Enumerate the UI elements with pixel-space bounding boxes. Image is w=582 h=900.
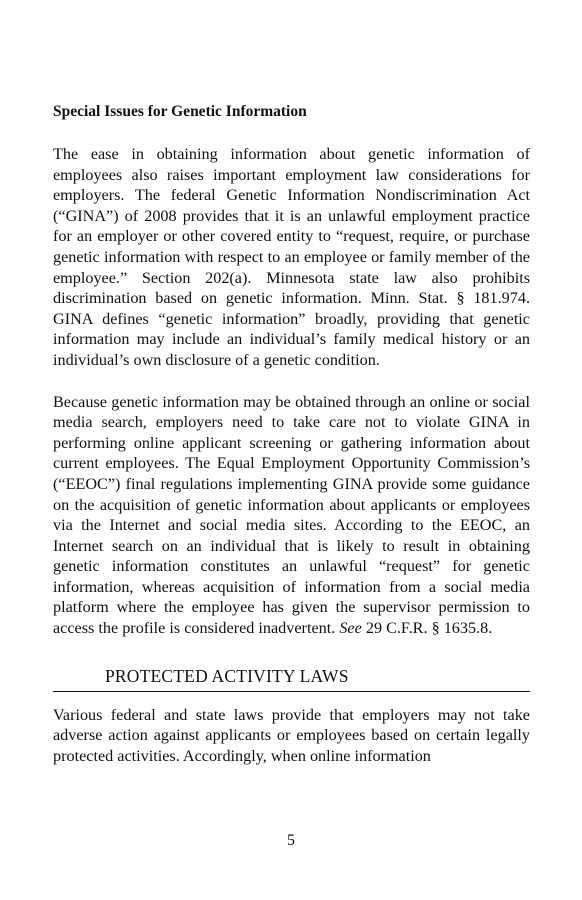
section-heading-protected-activity: PROTECTED ACTIVITY LAWS [53, 665, 530, 692]
citation-text: 29 C.F.R. § 1635.8. [365, 619, 493, 638]
paragraph-protected-activities: Various federal and state laws provide that employers may not take adverse action against applicants or employees based on certain legally protected activities. Accordingly, when online information [53, 705, 530, 765]
paragraph-eeoc-text: Because genetic information may be obtained through an online or social media search, employers need to take care not to violate GINA in performing online applicant screening or gathering information about current employees. The Equal Employment Opportunity Commission’s (“EEOC”) final regulations implementing GINA provide some guidance on the acquisition of genetic information about applicants or employees via the Internet and social media sites. According to the EEOC, an Internet search on an individual that is likely to result in obtaining genetic information constitutes an unlawful “request” for genetic information, whereas acquisition of information from a social media platform where the employee has given the supervisor permission to access the profile is considered inadvertent. [53, 392, 530, 638]
citation-signal: See [339, 619, 362, 638]
subheading-genetic-information: Special Issues for Genetic Information [53, 103, 307, 120]
page-content [53, 101, 530, 766]
paragraph-gap [53, 371, 530, 392]
paragraph-gina-overview: The ease in obtaining information about genetic information of employees also raises important employment law considerations for employers. The federal Genetic Information Nondiscrimination Act (“GINA”) of 2008 provides that it is an unlawful employment practice for an employer or other covered entity to “request, require, or purchase genetic information with respect to an employee or family member of the employee.” Section 202(a). Minnesota state law also prohibits discrimination based on genetic information. Minn. Stat. § 181.974. GINA defines “genetic information” broadly, providing that genetic information may include an individual’s family medical history or an individual’s own disclosure of a genetic condition. [53, 145, 530, 369]
section-gap [53, 639, 530, 665]
page-number: 5 [287, 832, 295, 849]
paragraph-eeoc-guidance [53, 392, 530, 639]
